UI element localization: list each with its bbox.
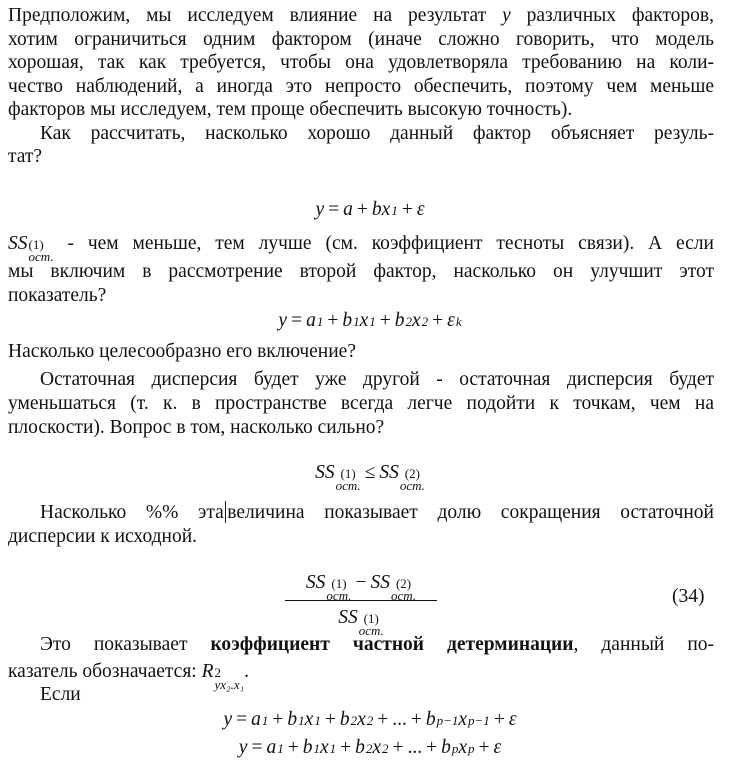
- text-line: чество наблюдений, а иногда это непросто обеспечить, поэтому чем меньше: [8, 76, 714, 97]
- math-base: SS: [305, 572, 326, 593]
- math-subscript: ост.: [358, 623, 384, 638]
- math-operator: +: [377, 709, 389, 730]
- math-base: b: [394, 310, 405, 331]
- math-base: a: [251, 709, 261, 730]
- math-scripts: [437, 715, 459, 727]
- text-line: [40, 501, 714, 525]
- math-symbol: [306, 568, 352, 602]
- math-operator: =: [291, 310, 303, 331]
- math-symbol: [278, 309, 287, 333]
- math-subscript: 1: [313, 741, 320, 756]
- math-scripts: [369, 316, 376, 328]
- denominator: [285, 601, 437, 638]
- math-base: SS: [8, 233, 28, 254]
- math-symbol: [8, 232, 54, 263]
- math-base: SS: [379, 462, 399, 483]
- text-line: плоскости). Вопрос в том, насколько сильно?: [8, 417, 385, 438]
- numerator: [285, 568, 437, 601]
- text-line: показатель?: [8, 285, 107, 306]
- math-operator: +: [432, 310, 444, 331]
- text: , данный по-: [573, 634, 715, 655]
- math-base: y: [278, 310, 288, 331]
- math-base: SS: [338, 607, 358, 628]
- math-base: x: [458, 737, 468, 758]
- math-symbol: [355, 736, 372, 760]
- math-operator: −: [355, 572, 367, 593]
- text-line: дисперсии к исходной.: [8, 526, 198, 547]
- math-base: SS: [370, 572, 390, 593]
- text: Насколько %% эта: [40, 502, 224, 523]
- math-operator: +: [287, 737, 299, 758]
- math-symbol: [357, 708, 373, 732]
- math-operator: =: [236, 709, 248, 730]
- math-base: ε: [508, 709, 517, 730]
- math-operator: +: [478, 737, 490, 758]
- math-symbol: [426, 708, 459, 732]
- math-base: ε: [493, 737, 502, 758]
- math-symbol: [316, 198, 325, 222]
- math-subscript: p−1: [468, 713, 490, 728]
- math-base: bx: [371, 199, 391, 220]
- math-symbol: [458, 736, 474, 760]
- math-subscript: 1: [353, 314, 360, 329]
- math-subscript: 1: [369, 314, 376, 329]
- text-line: мы включим в рассмотрение второй фактор, насколько он улучшит этот: [8, 261, 714, 282]
- math-operator: +: [410, 709, 422, 730]
- math-base: b: [425, 709, 436, 730]
- text-line: тат?: [8, 146, 43, 167]
- math-subscript: 1: [298, 713, 305, 728]
- math-var: y: [502, 5, 511, 26]
- math-subscript: ост.: [335, 478, 361, 493]
- math-symbol: [494, 736, 502, 760]
- math-symbol: [305, 708, 321, 732]
- text-line: хотим ограничиться одним фактором (иначе сложно говорить, что модель: [8, 29, 714, 50]
- math-symbol: [306, 309, 323, 333]
- math-operator: =: [251, 737, 263, 758]
- math-subscript: p: [468, 741, 475, 756]
- math-base: ε: [416, 199, 425, 220]
- math-scripts: [277, 743, 284, 755]
- math-operator: =: [328, 199, 340, 220]
- math-base: b: [441, 737, 451, 758]
- text: Это показывает: [40, 634, 188, 655]
- math-operator: +: [379, 310, 391, 331]
- math-subscript: ост.: [391, 588, 417, 603]
- math-subscript: 1: [277, 741, 284, 756]
- math-symbol: [224, 708, 233, 732]
- math-base: a: [266, 737, 277, 758]
- math-symbol: [360, 309, 376, 333]
- math-operator: +: [392, 737, 404, 758]
- text-line: факторов мы исследуем, тем проще обеспечить высокую точность).: [8, 99, 573, 120]
- math-subscript: 2: [421, 314, 429, 329]
- math-base: x: [357, 709, 366, 730]
- math-base: y: [238, 737, 248, 758]
- math-base: b: [339, 709, 350, 730]
- text: казатель обозначается:: [8, 661, 197, 682]
- math-scripts: [314, 715, 321, 727]
- text-line: уменьшаться (т. к. в пространстве всегда легче подойти к точкам, чем на: [8, 393, 714, 414]
- equation-6: [0, 736, 740, 760]
- math-superscript: (1): [28, 237, 44, 252]
- equation-3: [0, 461, 740, 493]
- text: величина показывает долю сокращения остаточной: [227, 502, 714, 523]
- math-base: b: [342, 310, 353, 331]
- math-base: b: [302, 737, 313, 758]
- equation-4-fraction: [285, 568, 437, 638]
- math-base: x: [458, 709, 468, 730]
- math-symbol: [251, 708, 268, 732]
- text-line: [8, 4, 714, 28]
- text-line: хорошая, так как требуется, чтобы она удовлетворяла требованию на коли-: [8, 52, 714, 73]
- math-subscript: 2: [382, 741, 389, 756]
- math-subscript: 2: [350, 713, 358, 728]
- math-operator: +: [426, 737, 438, 758]
- math-subscript: ост.: [399, 478, 425, 493]
- math-base: ε: [447, 310, 455, 331]
- text: - чем меньше, тем лучше (см. коэффициент тесноты связи). А если: [67, 233, 714, 254]
- equation-5: [0, 708, 740, 732]
- math-scripts: [336, 468, 361, 492]
- math-symbol: [458, 708, 489, 732]
- math-subscript: 1: [316, 314, 324, 329]
- math-r2: [201, 661, 245, 692]
- text-line: [8, 232, 714, 264]
- equation-2: [0, 309, 740, 333]
- math-base: x: [359, 310, 369, 331]
- math-ss1: [8, 233, 54, 264]
- math-superscript: (1): [363, 611, 379, 626]
- math-base: x: [304, 709, 314, 730]
- math-operator: +: [324, 709, 336, 730]
- math-superscript: (2): [395, 576, 412, 591]
- math-operator: +: [401, 199, 413, 220]
- math-subscript: 1: [329, 741, 337, 756]
- math-subscript: yx₂.x₁: [214, 677, 245, 692]
- math-superscript: 2: [214, 665, 222, 680]
- math-subscript: p: [451, 741, 459, 756]
- math-operator: +: [493, 709, 505, 730]
- math-scripts: [468, 715, 490, 727]
- equation-number: (34): [672, 586, 705, 607]
- math-scripts: [391, 205, 398, 217]
- math-superscript: (2): [404, 466, 420, 481]
- math-subscript: 1: [391, 203, 398, 218]
- math-symbol: [412, 309, 428, 333]
- math-symbol: [509, 708, 517, 732]
- math-operator: +: [340, 737, 352, 758]
- math-symbol: [320, 736, 336, 760]
- math-symbol: [371, 568, 417, 602]
- math-ellipsis: ...: [407, 737, 423, 758]
- equation-1: [0, 198, 740, 222]
- math-base: x: [319, 737, 329, 758]
- math-symbol: [417, 198, 425, 222]
- math-base: y: [315, 199, 325, 220]
- text-line: Как рассчитать, насколько хорошо данный фактор объясняет резуль-: [40, 123, 714, 144]
- math-subscript: ост.: [28, 249, 54, 264]
- math-symbol: [342, 309, 359, 333]
- math-scripts: [382, 743, 389, 755]
- math-base: a: [343, 199, 353, 220]
- math-subscript: 2: [365, 741, 373, 756]
- math-operator: +: [356, 199, 368, 220]
- text: различных факторов,: [526, 5, 714, 26]
- math-symbol: [379, 461, 425, 492]
- math-symbol: [395, 309, 412, 333]
- math-symbol: [338, 603, 384, 637]
- math-base: R: [201, 661, 214, 682]
- math-ellipsis: ...: [392, 709, 407, 730]
- text-line: [8, 660, 714, 692]
- math-base: SS: [315, 462, 335, 483]
- math-base: x: [372, 737, 381, 758]
- math-symbol: [303, 736, 320, 760]
- math-base: b: [355, 737, 365, 758]
- text-line: Насколько целесообразно его включение?: [8, 341, 356, 362]
- text: Предположим, мы исследуем влияние на результат: [8, 5, 487, 26]
- math-symbol: [343, 198, 353, 222]
- math-subscript: 1: [314, 713, 321, 728]
- math-subscript: 2: [405, 314, 412, 329]
- math-subscript: k: [455, 314, 462, 329]
- math-subscript: 2: [366, 713, 374, 728]
- text-line: Если: [40, 684, 81, 705]
- math-symbol: [372, 198, 398, 222]
- bold-term: коэффициент частной детерминации: [210, 634, 574, 655]
- math-operator: +: [327, 310, 339, 331]
- text-line: [40, 633, 714, 657]
- math-superscript: (1): [340, 466, 356, 481]
- math-symbol: [340, 708, 357, 732]
- math-symbol: [441, 736, 458, 760]
- math-symbol: [266, 736, 283, 760]
- math-base: a: [306, 310, 316, 331]
- text: .: [244, 661, 249, 682]
- math-base: x: [411, 310, 421, 331]
- math-base: y: [223, 709, 233, 730]
- math-scripts: [326, 578, 351, 602]
- math-scripts: [468, 743, 475, 755]
- math-operator: ≤: [364, 462, 376, 483]
- math-symbol: [447, 309, 461, 333]
- math-scripts: [456, 316, 462, 328]
- math-base: b: [287, 709, 298, 730]
- math-operator: +: [272, 709, 284, 730]
- math-scripts: [400, 468, 425, 492]
- math-superscript: (1): [331, 576, 347, 591]
- math-symbol: [287, 708, 304, 732]
- math-symbol: [372, 736, 388, 760]
- math-symbol: [315, 461, 361, 492]
- math-subscript: p−1: [436, 713, 459, 728]
- math-subscript: 1: [261, 713, 269, 728]
- math-scripts: [391, 578, 416, 602]
- text-line: Остаточная дисперсия будет уже другой - остаточная дисперсия будет: [40, 369, 714, 390]
- math-subscript: ост.: [326, 588, 352, 603]
